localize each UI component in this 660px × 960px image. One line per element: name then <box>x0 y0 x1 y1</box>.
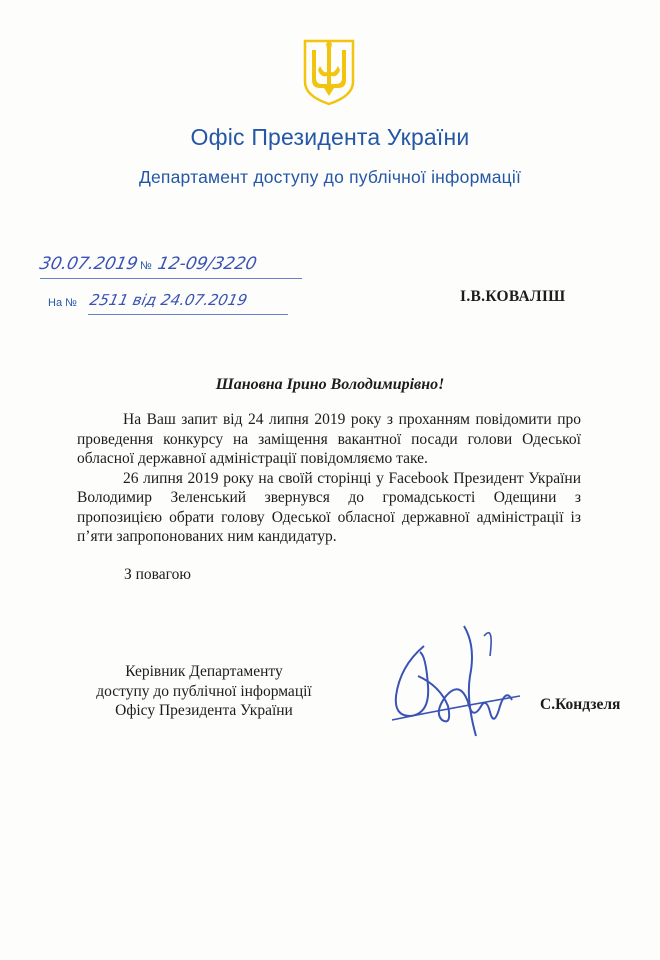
department-title: Департамент доступу до публічної інформації <box>138 167 522 187</box>
outgoing-date: 30.07.2019 <box>37 254 140 274</box>
trident-coat-of-arms-icon <box>302 38 356 106</box>
signatory-title-line: Офісу Президента України <box>115 702 293 719</box>
number-label: № <box>140 260 152 272</box>
salutation: Шановна Ірино Володимирівно! <box>215 376 445 393</box>
signatory-name: С.Кондзеля <box>540 696 621 713</box>
reference-value: 2511 від 24.07.2019 <box>88 291 249 309</box>
recipient-name: І.В.КОВАЛІШ <box>460 288 566 305</box>
signatory-title <box>70 662 338 721</box>
closing: З повагою <box>124 566 191 583</box>
reference-label: На № <box>48 297 77 309</box>
handwritten-signature-icon <box>380 616 530 748</box>
organization-title: Офіс Президента України <box>190 124 470 150</box>
registration-line <box>37 254 300 280</box>
signatory-title-line: доступу до публічної інформації <box>96 682 312 700</box>
reference-line <box>48 293 308 315</box>
reference-underline <box>88 314 288 315</box>
letter-body <box>77 410 581 547</box>
signatory-title-line: Керівник Департаменту <box>125 663 283 680</box>
body-paragraph: 26 липня 2019 року на своїй сторінці у Facebook Президент України Володимир Зеленський звернувся до громадськості Одещини з пропозицією обрати голову Одеської обласної державної адміністрації із п’яти запропонованих ним кандидатур. <box>77 469 581 545</box>
body-paragraph: На Ваш запит від 24 липня 2019 року з проханням повідомити про проведення конкурсу на заміщення вакантної посади голови Одеської обласної державної адміністрації повідомляємо таке. <box>77 411 581 467</box>
registration-underline <box>40 278 302 279</box>
outgoing-number: 12-09/3220 <box>155 254 259 274</box>
